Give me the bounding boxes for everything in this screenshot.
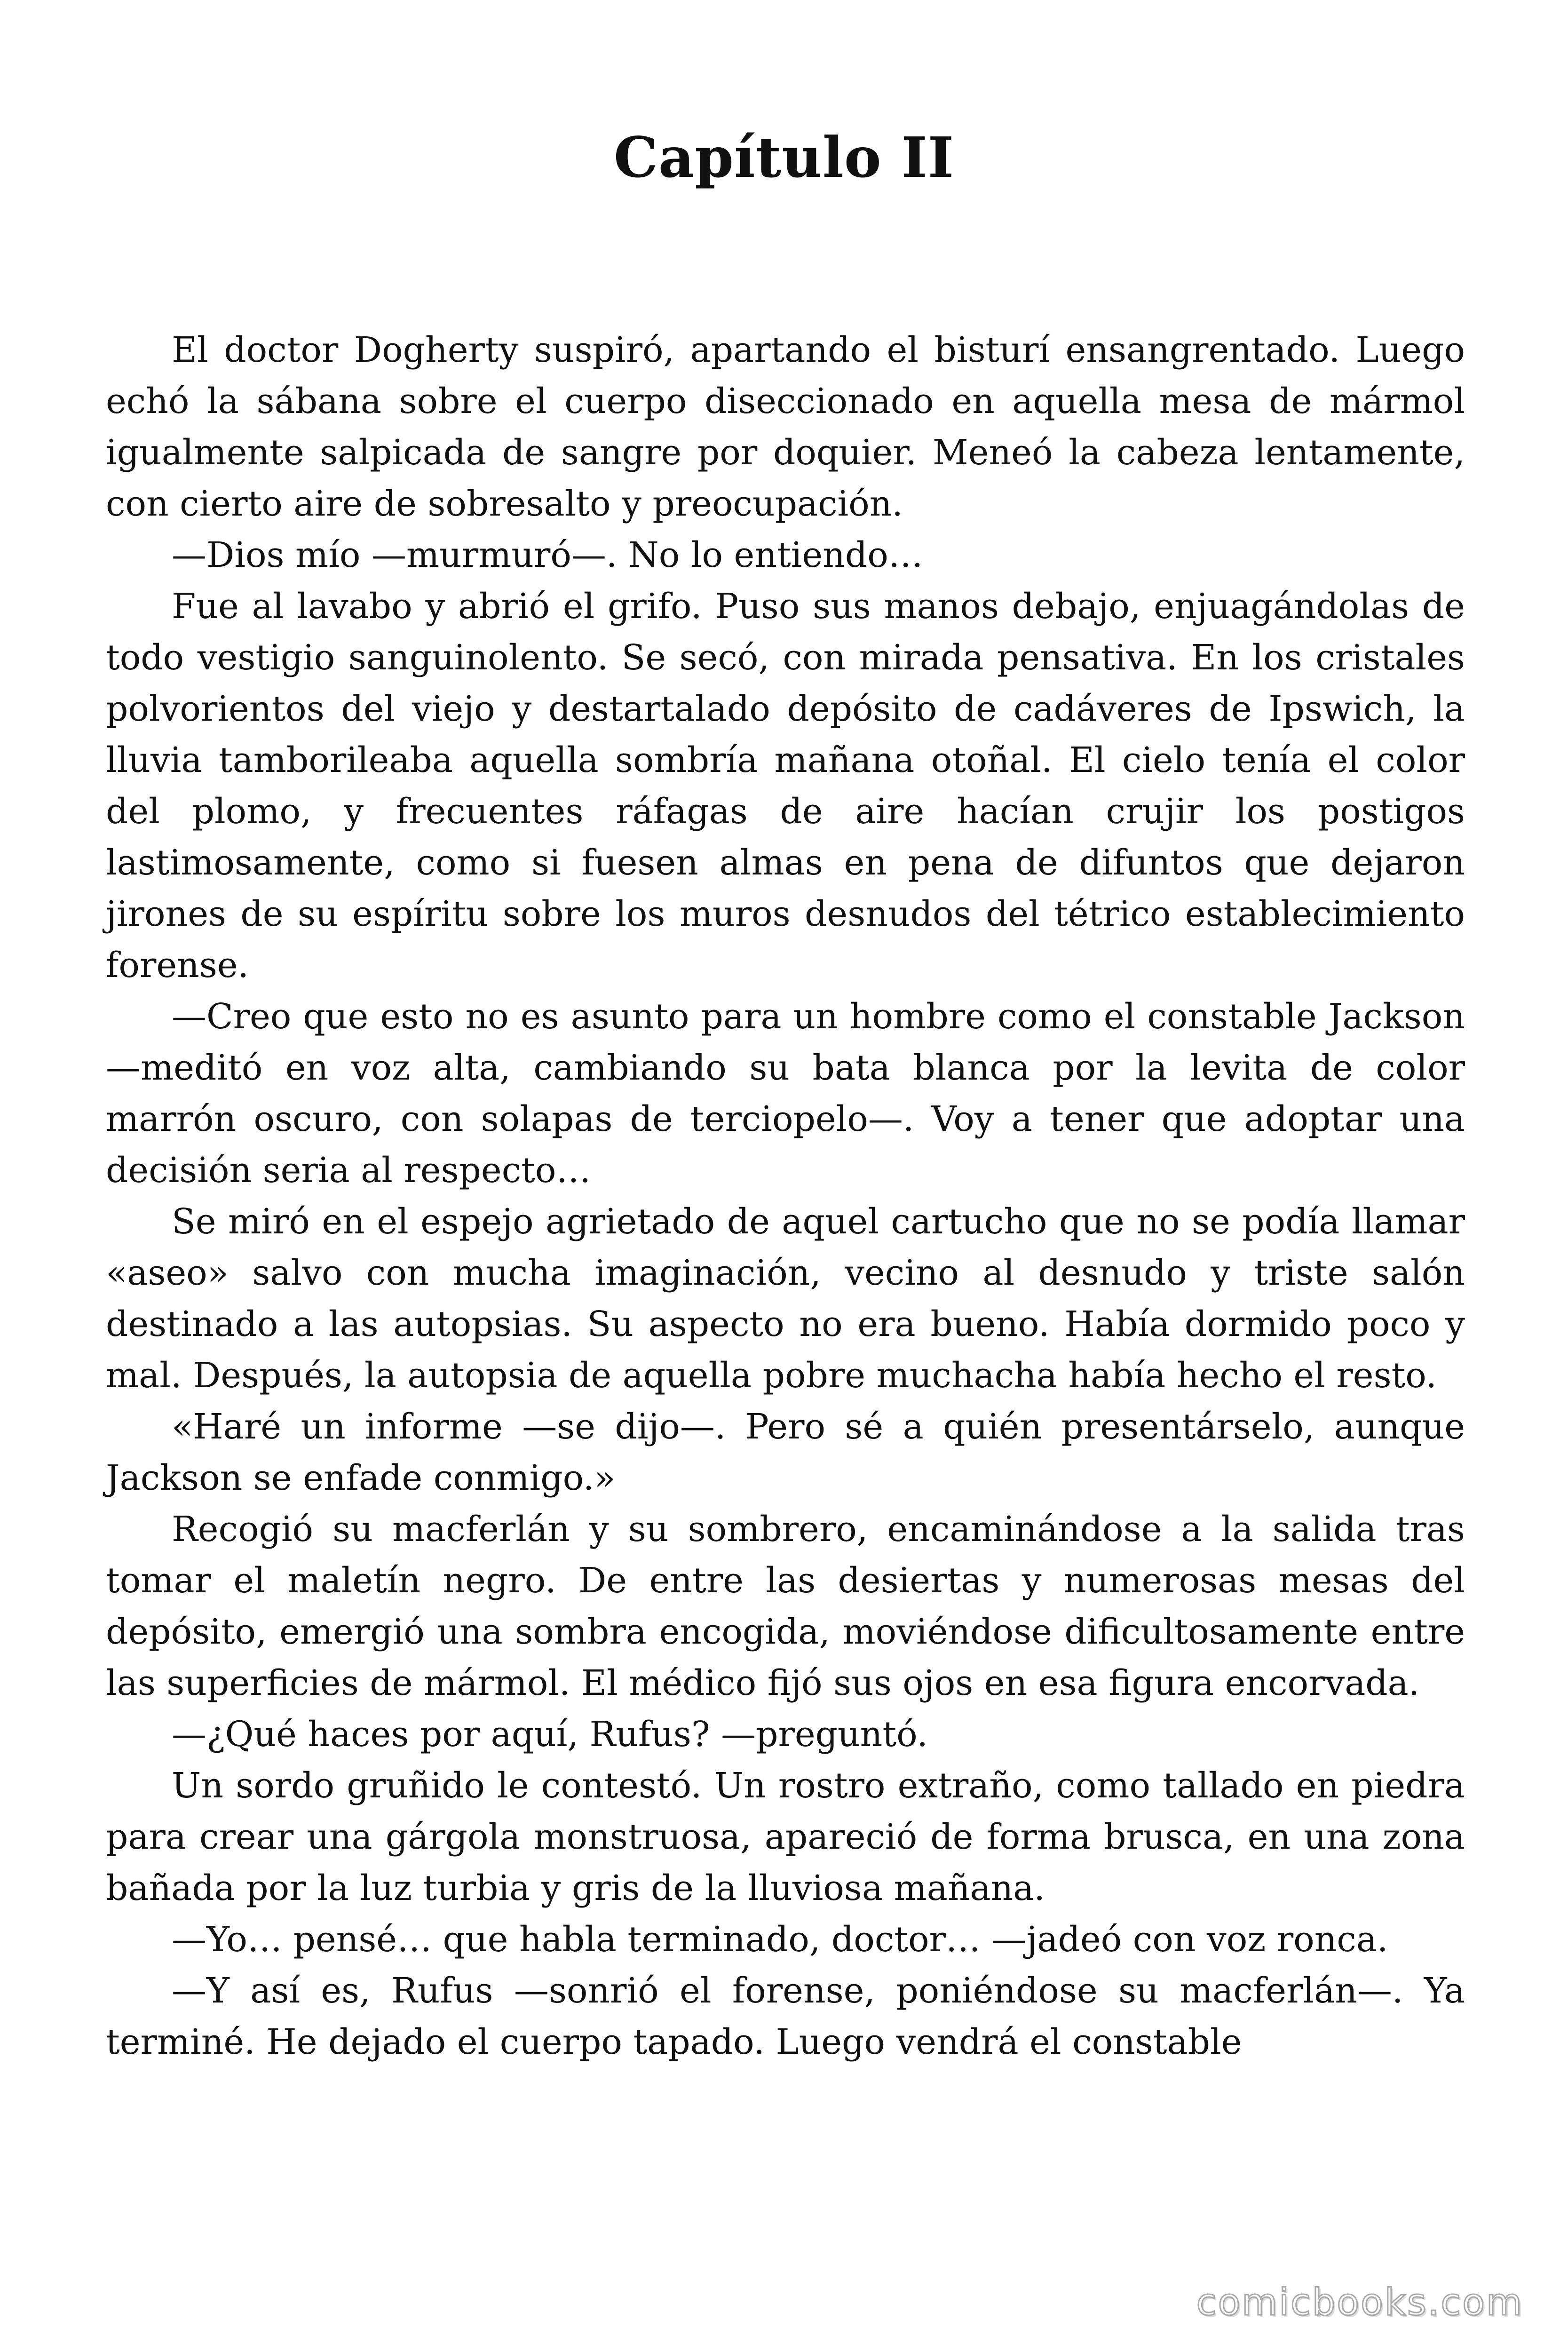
paragraph: —¿Qué haces por aquí, Rufus? —preguntó. <box>172 1714 928 1755</box>
paragraph: Fue al lavabo y abrió el grifo. Puso sus manos debajo, enjuagándolas de todo vestigio sanguinolento. Se secó, con mirada pensativa. En los cristales polvorientos del viejo y destartalado depósito de cadáveres de Ipswich, la lluvia tamborileaba aquella sombría mañana otoñal. El cielo tenía el color del plomo, y frecuentes ráfagas de aire hacían crujir los postigos lastimosamente, como si fuesen almas en pena de difuntos que dejaron jirones de su espíritu sobre los muros desnudos del tétrico establecimiento forense. <box>106 586 1465 985</box>
paragraph: —Dios mío —murmuró—. No lo entiendo… <box>172 535 923 575</box>
paragraph: Se miró en el espejo agrietado de aquel cartucho que no se podía llamar «aseo» salvo con mucha imaginación, vecino al desnudo y triste salón destinado a las autopsias. Su aspecto no era bueno. Había dormido poco y mal. Después, la autopsia de aquella pobre muchacha había hecho el resto. <box>106 1201 1465 1396</box>
paragraph: —Y así es, Rufus —sonrió el forense, poniéndose su macferlán—. Ya terminé. He dejado el cuerpo tapado. Luego vendrá el constable <box>106 1971 1465 2062</box>
paragraph: El doctor Dogherty suspiró, apartando el bisturí ensangrentado. Luego echó la sábana sobre el cuerpo diseccionado en aquella mesa de mármol igualmente salpicada de sangre por doquier. Meneó la cabeza lentamente, con cierto aire de sobresalto y preocupación. <box>106 330 1465 524</box>
paragraph: «Haré un informe —se dijo—. Pero sé a quién presentárselo, aunque Jackson se enfade conmigo.» <box>106 1406 1465 1498</box>
chapter-title: Capítulo II <box>613 125 954 190</box>
paragraph: —Yo… pensé… que habla terminado, doctor… —jadeó con voz ronca. <box>172 1919 1388 1960</box>
paragraph: —Creo que esto no es asunto para un hombre como el constable Jackson —meditó en voz alta, cambiando su bata blanca por la levita de color marrón oscuro, con solapas de terciopelo—. Voy a tener que adoptar una decisión seria al respecto… <box>106 996 1465 1191</box>
chapter-body <box>106 325 1465 2068</box>
paragraph: Un sordo gruñido le contestó. Un rostro extraño, como tallado en piedra para crear una gárgola monstruosa, apareció de forma brusca, en una zona bañada por la luz turbia y gris de la lluviosa mañana. <box>106 1765 1465 1908</box>
watermark: comicbooks.com <box>1196 2281 1523 2324</box>
paragraph: Recogió su macferlán y su sombrero, encaminándose a la salida tras tomar el maletín negro. De entre las desiertas y numerosas mesas del depósito, emergió una sombra encogida, moviéndose dificultosamente entre las superficies de mármol. El médico fijó sus ojos en esa figura encorvada. <box>106 1509 1465 1703</box>
